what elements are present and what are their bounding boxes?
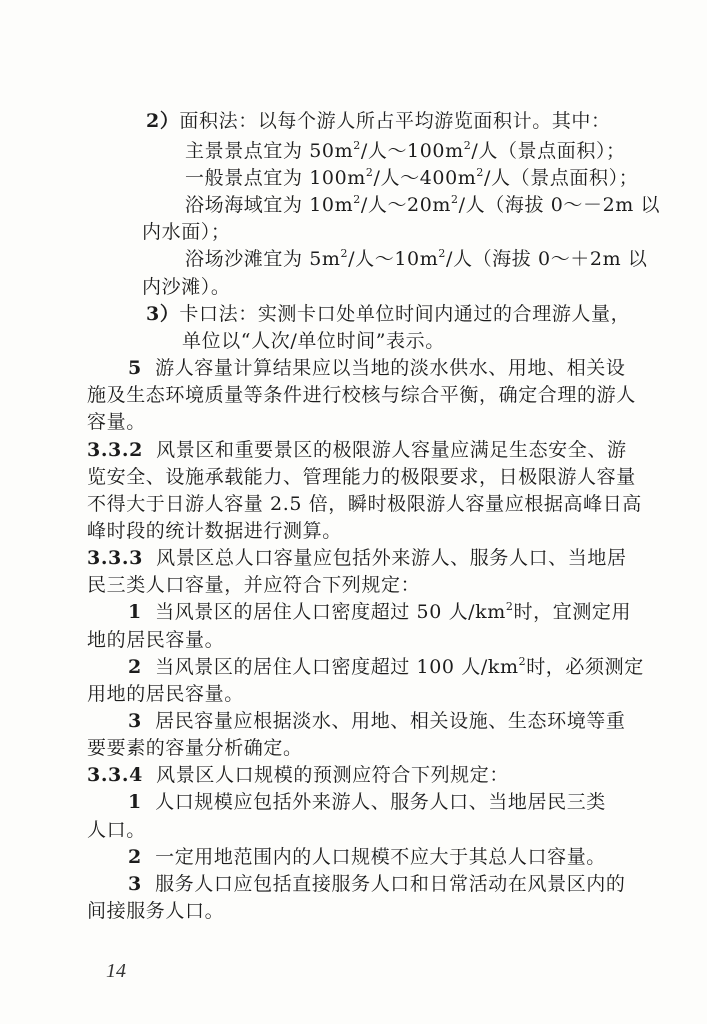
main-scenic-line: 主景景点宜为 $50m^2/$人$\sim 100m^2/$人（景点面积）； <box>185 139 626 162</box>
document-page: 2）面积法：以每个游人所占平均游览面积计。其中： 主景景点宜为 $50m^2/$人$\sim 100m^2/$人（景点面积）； 一般景点宜为 $100m^2/$人$\sim 400m^2/$人（景点面积）； 浴场海域宜为 $10m^2/$人$\sim 20m^2/$人（海拔 0～－2m 以 内水面）； 浴场沙滩宜为 $5m^2/$人$\sim 10m^2/$人（海拔 0～＋2m 以 内沙滩）。 3）卡口法：实测卡口处单位时间内通过的合理游人量， 单位以“人次/单位时间”表示。 5 游人容量计算结果应以当地的淡水供水、用地、相关设 施及生态环境质量等条件进行校核与综合平衡，确定合理的游人 容量。 3.3.2 风景区和重要景区的极限游人容量应满足生态安全、游 览安全、设施承载能力、管理能力的极限要求，日极限游人容量 不得大于日游人容量 2.5 倍，瞬时极限游人容量应根据高峰日高 峰时段的统计数据进行测算。 3.3.3 风景区总人口容量应包括外来游人、服务人口、当地居 民三类人口容量，并应符合下列规定： 1 当风景区的居住人口密度超过 50 人$/km^2$时，宜测定用 地的居民容量。 2 当风景区的居住人口密度超过 100 人$/km^2$时，必须测定 用地的居民容量。 3 居民容量应根据淡水、用地、相关设施、生态环境等重 要要素的容量分析确定。 3.3.4 风景区人口规模的预测应符合下列规定： 1 人口规模应包括外来游人、服务人口、当地居民三类 人口。 2 一定用地范围内的人口规模不应大于其总人口容量。 3 服务人口应包括直接服务人口和日常活动在风景区内的 间接服务人口。 14 <box>87 110 661 982</box>
clause-3-3-4: 3.3.4 风景区人口规模的预测应符合下列规定： <box>87 764 509 786</box>
subitem-2 <box>146 108 611 134</box>
item-5: 5 游人容量计算结果应以当地的淡水供水、用地、相关设 <box>128 357 626 379</box>
beach-sea-line: 浴场海域宜为 $10m^2/$人$\sim 20m^2/$人（海拔 0～－2m 以 <box>185 193 661 216</box>
subitem-3: 3）卡口法：实测卡口处单位时间内通过的合理游人量， <box>146 303 631 325</box>
item-3-3-3-1: 1 当风景区的居住人口密度超过 50 人$/km^2$时，宜测定用 <box>128 600 632 623</box>
item-3-3-4-2: 2 一定用地范围内的人口规模不应大于其总人口容量。 <box>128 846 606 868</box>
beach-sand-line: 浴场沙滩宜为 $5m^2/$人$\sim 10m^2/$人（海拔 0～＋2m 以 <box>185 247 648 270</box>
item-3-3-3-2: 2 当风景区的居住人口密度超过 100 人$/km^2$时，必须测定 <box>128 655 644 678</box>
clause-3-3-3: 3.3.3 风景区总人口容量应包括外来游人、服务人口、当地居 <box>87 547 627 569</box>
item-3-3-3-3: 3 居民容量应根据淡水、用地、相关设施、生态环境等重 <box>128 710 626 732</box>
item-3-3-4-1: 1 人口规模应包括外来游人、服务人口、当地居民三类 <box>128 791 606 813</box>
clause-3-3-2: 3.3.2 风景区和重要景区的极限游人容量应满足生态安全、游 <box>87 439 627 461</box>
general-scenic-line: 一般景点宜为 $100m^2/$人$\sim 400m^2/$人（景点面积）； <box>185 166 639 189</box>
clause-number: 3.3.4 <box>87 764 143 786</box>
page-number: 14 <box>106 960 126 982</box>
subitem-number: 3） <box>146 303 180 325</box>
clause-number: 3.3.2 <box>87 439 143 461</box>
subitem-number: 2） <box>146 110 180 132</box>
item-3-3-4-3: 3 服务人口应包括直接服务人口和日常活动在风景区内的 <box>128 873 626 895</box>
beach-sand-line-cont: 内沙滩）。 <box>142 276 231 298</box>
clause-number: 3.3.3 <box>87 547 143 569</box>
subitem-3-cont: 单位以“人次/单位时间”表示。 <box>182 330 445 352</box>
beach-sea-line-cont: 内水面）； <box>142 221 231 243</box>
subitem-text: 面积法：以每个游人所占平均游览面积计。其中： <box>179 110 611 132</box>
